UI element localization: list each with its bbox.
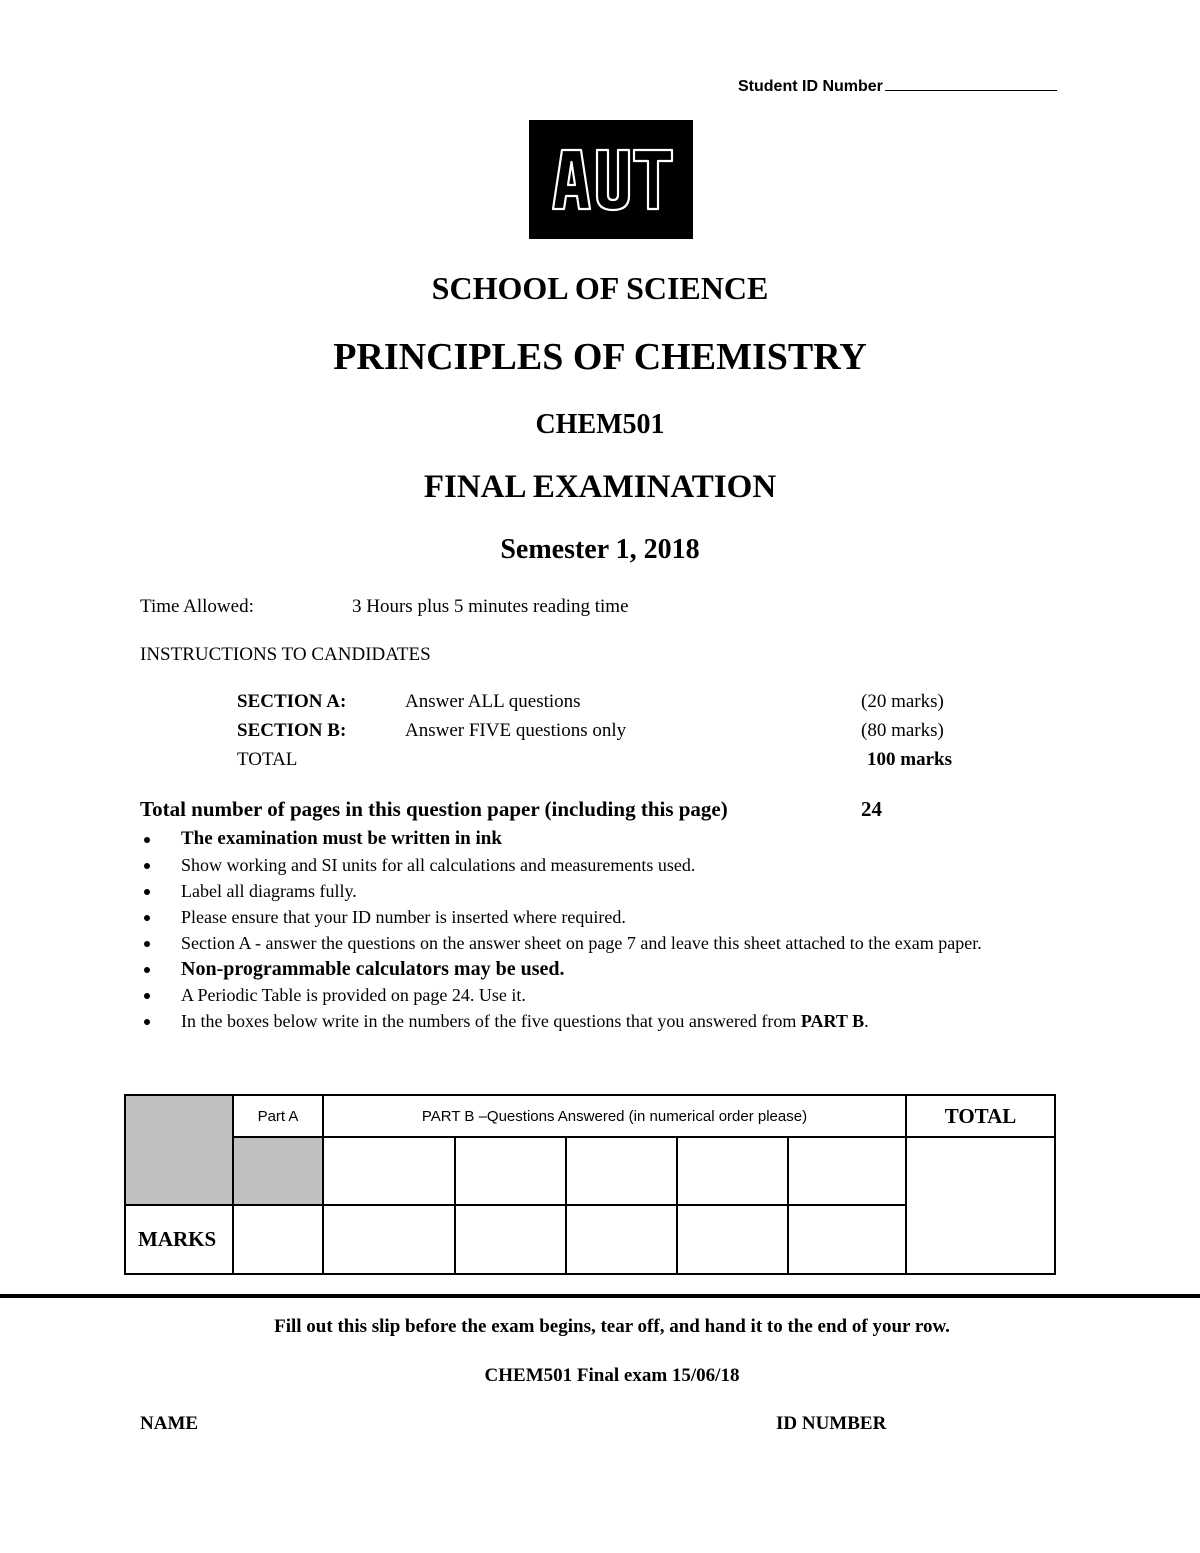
table-corner-cell xyxy=(125,1095,233,1205)
aut-logo-graphic xyxy=(529,120,693,239)
bullet-icon xyxy=(144,967,150,973)
part-b-question-cell[interactable] xyxy=(677,1137,788,1205)
list-item xyxy=(140,930,1060,956)
part-a-marks-cell[interactable] xyxy=(233,1205,323,1274)
bullet-icon xyxy=(144,993,150,999)
school-title: SCHOOL OF SCIENCE xyxy=(431,270,769,306)
section-marks: (20 marks) xyxy=(861,691,944,712)
aut-logo xyxy=(529,120,693,239)
section-marks: (80 marks) xyxy=(861,720,944,741)
list-item-text: In the boxes below write in the numbers of the five questions that you answered from xyxy=(181,1011,801,1031)
part-b-question-cell[interactable] xyxy=(323,1137,455,1205)
list-item xyxy=(140,904,1060,930)
bullet-icon xyxy=(144,941,150,947)
list-item xyxy=(140,878,1060,904)
part-b-question-cell[interactable] xyxy=(455,1137,566,1205)
course-name: PRINCIPLES OF CHEMISTRY xyxy=(333,336,867,378)
list-item xyxy=(140,1008,1060,1034)
part-b-marks-cell[interactable] xyxy=(323,1205,455,1274)
bullet-icon xyxy=(144,1019,150,1025)
semester: Semester 1, 2018 xyxy=(500,534,700,565)
pages-label: Total number of pages in this question paper (including this page) xyxy=(140,797,728,821)
list-item-text: Show working and SI units for all calculations and measurements used. xyxy=(181,855,696,875)
list-item-text: Non-programmable calculators may be used. xyxy=(181,958,565,980)
bullet-icon xyxy=(144,863,150,869)
instructions-title: INSTRUCTIONS TO CANDIDATES xyxy=(140,644,431,665)
list-item xyxy=(140,852,1060,878)
section-row xyxy=(237,720,997,748)
student-id-blank xyxy=(885,74,1057,91)
student-id-label: Student ID Number xyxy=(738,78,883,95)
id-number-label: ID NUMBER xyxy=(776,1413,887,1434)
bullet-icon xyxy=(144,837,150,843)
list-item-text: Please ensure that your ID number is inserted where required. xyxy=(181,907,626,927)
pages-count: 24 xyxy=(861,797,882,821)
time-allowed-label: Time Allowed: xyxy=(140,596,254,617)
list-item-text: Section A - answer the questions on the answer sheet on page 7 and leave this sheet attached to the exam paper. xyxy=(181,933,982,953)
tear-off-line xyxy=(0,1294,1200,1298)
section-text: Answer ALL questions xyxy=(405,691,581,712)
section-row xyxy=(237,749,997,777)
part-b-marks-cell[interactable] xyxy=(677,1205,788,1274)
exam-type: FINAL EXAMINATION xyxy=(423,469,777,505)
section-label: TOTAL xyxy=(237,749,298,770)
name-label: NAME xyxy=(140,1413,199,1434)
part-a-question-cell xyxy=(233,1137,323,1205)
instruction-list xyxy=(140,826,1060,1034)
slip-exam-line: CHEM501 Final exam 15/06/18 xyxy=(484,1365,740,1386)
total-header: TOTAL xyxy=(906,1095,1055,1137)
list-item xyxy=(140,982,1060,1008)
part-b-marks-cell[interactable] xyxy=(788,1205,906,1274)
marks-label: MARKS xyxy=(125,1205,233,1274)
list-item-text: Label all diagrams fully. xyxy=(181,881,357,901)
section-row xyxy=(237,691,997,719)
course-code: CHEM501 xyxy=(535,409,665,440)
section-text: Answer FIVE questions only xyxy=(405,720,627,741)
part-b-marks-cell[interactable] xyxy=(566,1205,677,1274)
section-label: SECTION B: xyxy=(237,720,347,741)
part-b-question-cell[interactable] xyxy=(566,1137,677,1205)
part-b-marks-cell[interactable] xyxy=(455,1205,566,1274)
slip-instruction: Fill out this slip before the exam begins, tear off, and hand it to the end of your row. xyxy=(274,1316,950,1337)
list-item-bold: PART B xyxy=(800,1011,865,1031)
bullet-icon xyxy=(144,915,150,921)
part-b-question-cell[interactable] xyxy=(788,1137,906,1205)
time-allowed-value: 3 Hours plus 5 minutes reading time xyxy=(352,596,629,617)
total-marks-cell[interactable] xyxy=(906,1137,1055,1274)
list-item xyxy=(140,956,1060,982)
bullet-icon xyxy=(144,889,150,895)
marks-table xyxy=(124,1094,1056,1275)
part-b-header: PART B –Questions Answered (in numerical order please) xyxy=(323,1095,906,1137)
list-item xyxy=(140,826,1060,852)
section-label: SECTION A: xyxy=(237,691,347,712)
section-marks: 100 marks xyxy=(867,749,952,770)
list-item-text: The examination must be written in ink xyxy=(181,828,502,849)
student-id-field xyxy=(738,74,1057,96)
list-item-text: A Periodic Table is provided on page 24. Use it. xyxy=(181,985,526,1005)
list-item-tail: . xyxy=(864,1011,869,1031)
part-a-header: Part A xyxy=(233,1095,323,1137)
